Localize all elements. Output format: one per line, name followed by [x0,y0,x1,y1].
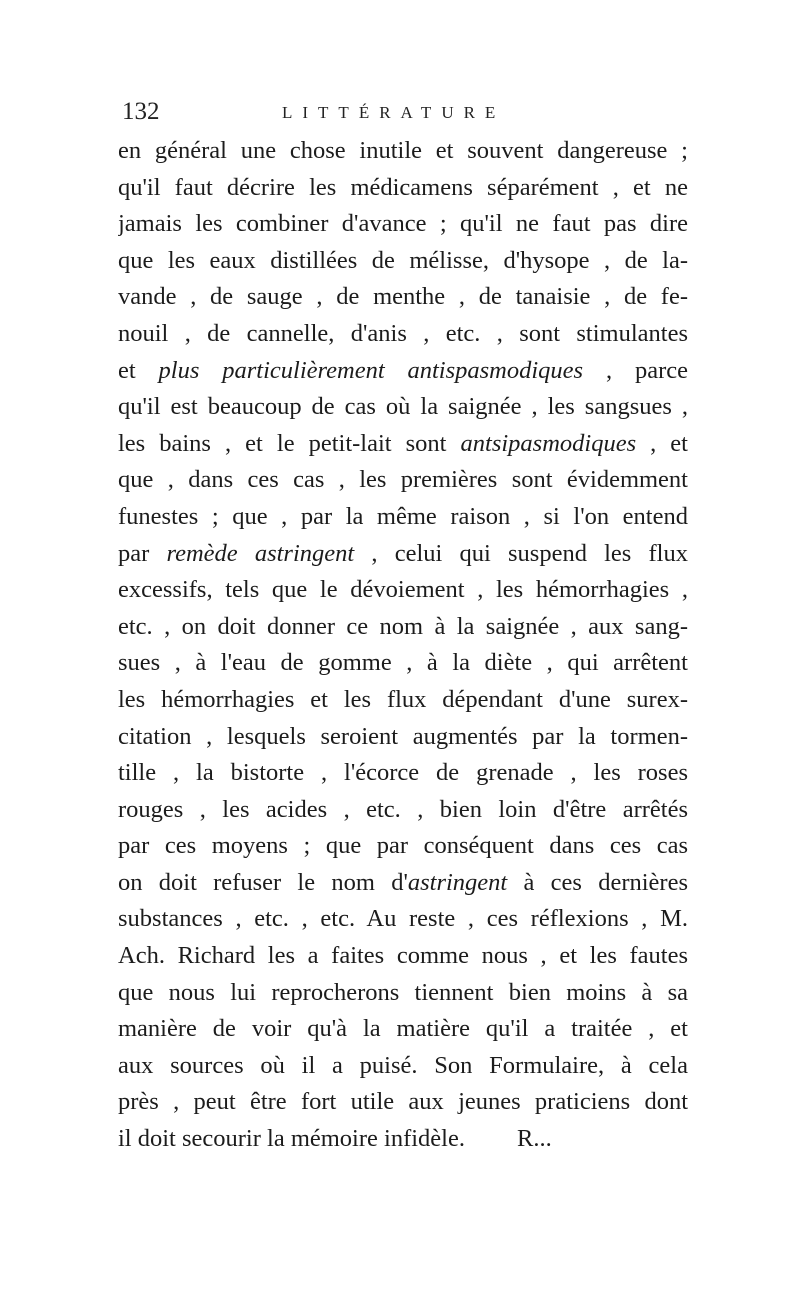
text-segment: tille , la bistorte , l'écorce de grenade , les roses [118,759,688,787]
text-segment: , et [636,429,688,457]
text-segment: que nous lui reprocherons tiennent bien moins à sa [118,978,688,1006]
text-segment: que les eaux distillées de mélisse, d'hysope , de la- [118,246,688,274]
text-segment: par ces moyens ; que par conséquent dans ces cas [118,832,688,860]
text-line [118,682,688,719]
text-segment: rouges , les acides , etc. , bien loin d'être arrêtés [118,795,688,823]
text-segment: et [118,356,159,384]
text-line [118,243,688,280]
text-line [118,901,688,938]
text-line [118,1084,688,1121]
text-line [118,755,688,792]
text-line [118,389,688,426]
running-head [122,96,682,128]
text-line [118,170,688,207]
text-line [118,938,688,975]
text-segment: , celui qui suspend les flux [354,539,688,567]
text-line [118,792,688,829]
text-line [118,133,688,170]
text-segment: substances , etc. , etc. Au reste , ces réflexions , M. [118,905,688,933]
text-line [118,279,688,316]
text-segment: il doit secourir la mémoire infidèle. [118,1125,465,1153]
text-line [118,316,688,353]
italic-phrase: astringent [407,868,508,896]
text-segment: etc. , on doit donner ce nom à la saignée , aux sang- [118,612,688,640]
text-line [118,499,688,536]
text-segment: nouil , de cannelle, d'anis , etc. , sont stimulantes [118,319,688,347]
text-line [118,536,688,573]
text-line [118,426,688,463]
text-line [118,1048,688,1085]
text-line [118,828,688,865]
text-segment: jamais les combiner d'avance ; qu'il ne faut pas dire [118,210,688,238]
text-segment: vande , de sauge , de menthe , de tanaisie , de fe- [118,283,688,311]
body-text [118,133,688,1158]
text-segment: citation , lesquels seroient augmentés par la tormen- [118,722,688,750]
text-line [118,572,688,609]
text-segment: qu'il est beaucoup de cas où la saignée , les sangsues , [118,393,688,421]
italic-phrase: plus particulièrement antispasmodiques [158,356,584,384]
text-line [118,719,688,756]
page-number: 132 [122,98,160,125]
text-segment: excessifs, tels que le dévoiement , les hémorrhagies , [118,576,688,604]
italic-phrase: antsipasmodiques [460,429,637,457]
text-segment: que , dans ces cas , les premières sont évidemment [118,466,688,494]
text-line [118,206,688,243]
text-segment: les bains , et le petit-lait sont [118,429,461,457]
text-segment: Ach. Richard les a faites comme nous , et les fautes [118,942,688,970]
author-signature: R... [516,1125,552,1153]
text-segment: près , peut être fort utile aux jeunes praticiens dont [118,1088,688,1116]
text-segment: , parce [583,356,688,384]
text-segment: on doit refuser le nom d' [118,868,408,896]
text-line [118,1011,688,1048]
text-line [118,462,688,499]
running-title: LITTÉRATURE [282,103,506,122]
text-segment: les hémorrhagies et les flux dépendant d'une surex- [118,685,688,713]
text-line [118,975,688,1012]
text-segment: funestes ; que , par la même raison , si l'on entend [118,502,688,530]
text-line [118,609,688,646]
italic-phrase: remède astringent [166,539,355,567]
text-segment: qu'il faut décrire les médicamens séparément , et ne [118,173,688,201]
text-segment: à ces dernières [507,868,688,896]
text-line [118,865,688,902]
text-line [118,645,688,682]
text-line [118,1121,688,1158]
text-segment: en général une chose inutile et souvent dangereuse ; [118,137,688,164]
text-segment: par [118,539,167,567]
text-line [118,353,688,390]
text-segment: aux sources où il a puisé. Son Formulaire, à cela [118,1051,688,1079]
text-segment: manière de voir qu'à la matière qu'il a traitée , et [118,1015,688,1043]
text-segment: sues , à l'eau de gomme , à la diète , qui arrêtent [118,649,688,677]
